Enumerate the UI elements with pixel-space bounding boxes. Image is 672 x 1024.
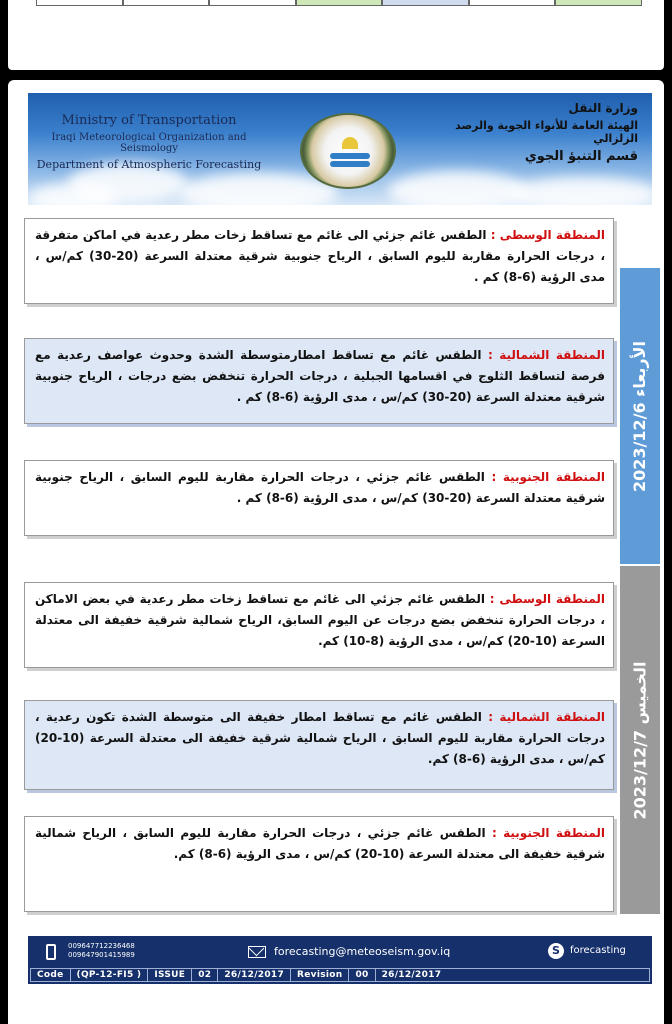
- header-arabic: [438, 101, 638, 164]
- previous-page-fragment: [8, 0, 664, 70]
- issue-date: 26/12/2017: [218, 969, 291, 981]
- forecast-text: الطقس غائم جزئي ، درجات الحرارة مقاربة لليوم السابق ، الرياح جنوبية شرقية معتدلة السرعة (20-30) كم/س ، مدى الرؤية (6-8) كم .: [35, 470, 605, 505]
- code-label: Code: [31, 969, 71, 981]
- forecast-day2-central: [24, 582, 614, 668]
- forecast-day1-central: [24, 218, 614, 304]
- day-label-wednesday: [620, 268, 660, 564]
- forecast-day1-north: [24, 338, 614, 424]
- forecast-text: الطقس غائم جزئي الى غائم مع تساقط زخات مطر رعدية في اماكن متفرقة ، درجات الحرارة مقاربة لليوم السابق ، الرياح جنوبية شرقية معتدلة السرعة (20-30) كم/س ، مدى الرؤية (6-8) كم .: [35, 228, 605, 284]
- phone-number-1: 009647712236468: [68, 942, 135, 950]
- organization-name-ar: الهيئة العامة للأنواء الجوية والرصد الزلزالي: [455, 119, 638, 145]
- region-label: المنطقة الشمالية :: [487, 348, 605, 362]
- forecast-page: [8, 80, 664, 1024]
- mail-icon: [248, 946, 266, 958]
- document-footer: [28, 936, 652, 984]
- issue-number: 02: [192, 969, 218, 981]
- region-label: المنطقة الشمالية :: [488, 710, 605, 724]
- organization-name: Iraqi Meteorological Organization and Seismology: [51, 132, 247, 154]
- revision-label: Revision: [291, 969, 349, 981]
- region-label: المنطقة الوسطى :: [489, 592, 605, 606]
- region-label: المنطقة الجنوبية :: [491, 470, 605, 484]
- revision-date: 26/12/2017: [381, 970, 442, 980]
- phone-numbers: [68, 942, 135, 960]
- organization-logo: [300, 113, 396, 189]
- forecast-day2-north: [24, 700, 614, 790]
- forecast-text: الطقس غائم مع تساقط امطارمتوسطة الشدة وحدوث عواصف رعدية مع فرصة لتساقط الثلوج في اقسامها الجبلية ، درجات الحرارة تنخفض بضع درجات ، الرياح جنوبية شرقية معتدلة السرعة (20-30) كم/س ، مدى الرؤية (6-8) كم .: [35, 348, 605, 404]
- code-value: (QP-12-FI5 ): [71, 969, 149, 981]
- forecast-text: الطقس غائم جزئي ، درجات الحرارة مقاربة لليوم السابق ، الرياح شمالية شرقية خفيفة الى معتدلة السرعة (10-20) كم/س ، مدى الرؤية (6-8) كم.: [35, 826, 605, 861]
- forecast-day2-south: [24, 816, 614, 912]
- previous-page-table: [36, 0, 642, 6]
- header-banner: [28, 93, 652, 205]
- forecast-text: الطقس غائم مع تساقط امطار خفيفة الى متوسطة الشدة تكون رعدية ، درجات الحرارة مقاربة لليوم السابق ، الرياح شمالية شرقية خفيفة الى معتدلة السرعة (10-20) كم/س ، مدى الرؤية (6-8) كم.: [35, 710, 605, 766]
- header-english: [34, 113, 264, 171]
- phone-number-2: 009647901415989: [68, 951, 135, 959]
- forecast-text: الطقس غائم جزئي الى غائم مع تساقط زخات مطر رعدية في بعض الاماكن ، درجات الحرارة تنخفض بضع درجات عن اليوم السابق، الرياح شمالية شرقية خفيفة الى معتدلة السرعة (10-20) كم/س ، مدى الرؤية (8-10) كم.: [35, 592, 605, 648]
- day-label-text: الخميس 2023/12/7: [630, 660, 650, 820]
- email-address[interactable]: forecasting@meteoseism.gov.iq: [274, 945, 451, 958]
- phone-icon: [46, 944, 56, 960]
- skype-handle: forecasting: [570, 945, 626, 956]
- day-label-text: الأربعاء 2023/12/6: [630, 340, 650, 492]
- department-name-ar: قسم التنبؤ الجوي: [524, 149, 638, 164]
- issue-label: ISSUE: [148, 969, 192, 981]
- ministry-name-ar: وزارة النقل: [568, 101, 638, 115]
- region-label: المنطقة الوسطى :: [490, 228, 606, 242]
- department-name: Department of Atmospheric Forecasting: [36, 158, 262, 171]
- skype-icon: S: [548, 943, 564, 959]
- document-control-bar: [30, 968, 650, 982]
- forecast-day1-south: [24, 460, 614, 536]
- day-label-thursday: [620, 566, 660, 914]
- region-label: المنطقة الجنوبية :: [491, 826, 605, 840]
- ministry-name: Ministry of Transportation: [61, 113, 237, 128]
- revision-number: 00: [349, 969, 375, 981]
